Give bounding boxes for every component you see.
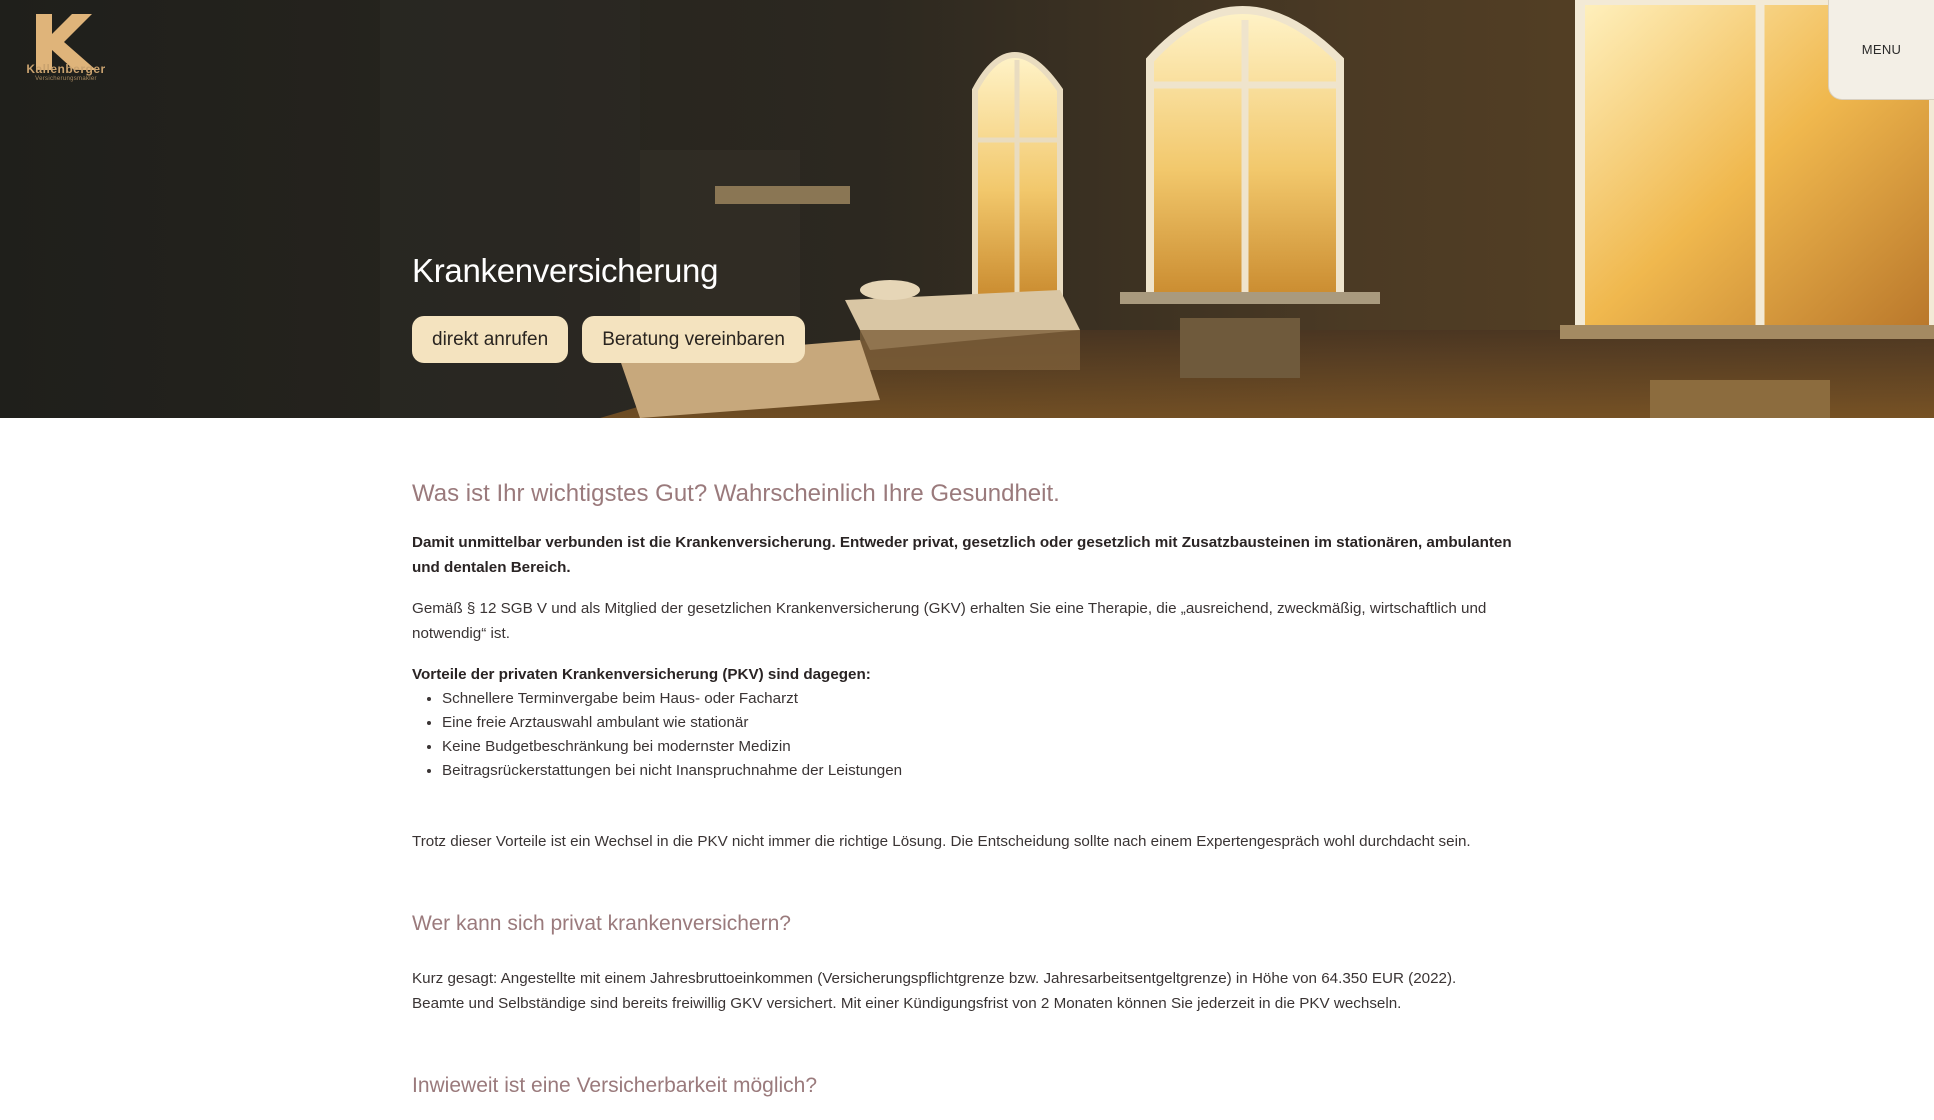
logo-tagline: Versicherungsmakler <box>35 76 97 82</box>
list-item: • Beitragsrückerstattungen bei nicht Inanspruchnahme der Leistungen <box>442 759 1522 783</box>
section-heading-insurability: Inwieweit ist eine Versicherbarkeit möglich? <box>412 1074 818 1097</box>
list-item: • Keine Budgetbeschränkung bei modernster Medizin <box>442 735 1522 759</box>
page-title: Krankenversicherung <box>412 252 719 289</box>
logo-brand-name: Kallenberger <box>26 62 106 76</box>
menu-button[interactable]: MENU <box>1828 0 1934 100</box>
main-content <box>412 480 1522 1098</box>
gkv-text: Gemäß § 12 SGB V und als Mitglied der gesetzlichen Krankenversicherung (GKV) erhalten Sie eine Therapie, die „ausreichend, zweckmäßig, wirtschaftlich und notwendig“ ist. <box>412 600 1487 642</box>
section2-text-line1: Kurz gesagt: Angestellte mit einem Jahresbruttoeinkommen (Versicherungspflichtgrenze bzw. Jahresarbeitsentgeltgrenze) in Höhe von 64.350 EUR (2022). <box>412 970 1457 987</box>
call-button[interactable]: direkt anrufen <box>412 316 568 363</box>
hero-banner <box>0 0 1934 418</box>
advantages-title: Vorteile der privaten Krankenversicherung (PKV) sind dagegen: <box>412 666 871 683</box>
list-item: • Eine freie Arztauswahl ambulant wie stationär <box>442 711 1522 735</box>
main-heading: Was ist Ihr wichtigstes Gut? Wahrscheinlich Ihre Gesundheit. <box>412 480 1060 507</box>
conclusion-text: Trotz dieser Vorteile ist ein Wechsel in die PKV nicht immer die richtige Lösung. Die Entscheidung sollte nach einem Expertengespräch wohl durchdacht sein. <box>412 833 1471 850</box>
hero-actions <box>412 316 805 363</box>
list-item: • Schnellere Terminvergabe beim Haus- oder Facharzt <box>442 687 1522 711</box>
book-consultation-button[interactable]: Beratung vereinbaren <box>582 316 805 363</box>
hero-image <box>0 0 1934 418</box>
advantages-list <box>412 687 1522 783</box>
section2-text-line2: Beamte und Selbständige sind bereits freiwillig GKV versichert. Mit einer Kündigungsfrist von 2 Monaten können Sie jederzeit in die PKV wechseln. <box>412 995 1402 1012</box>
section-heading-private-insurance: Wer kann sich privat krankenversichern? <box>412 912 791 935</box>
intro-text: Damit unmittelbar verbunden ist die Krankenversicherung. Entweder privat, gesetzlich oder gesetzlich mit Zusatzbausteinen im stationären, ambulanten und dentalen Bereich. <box>412 534 1512 576</box>
